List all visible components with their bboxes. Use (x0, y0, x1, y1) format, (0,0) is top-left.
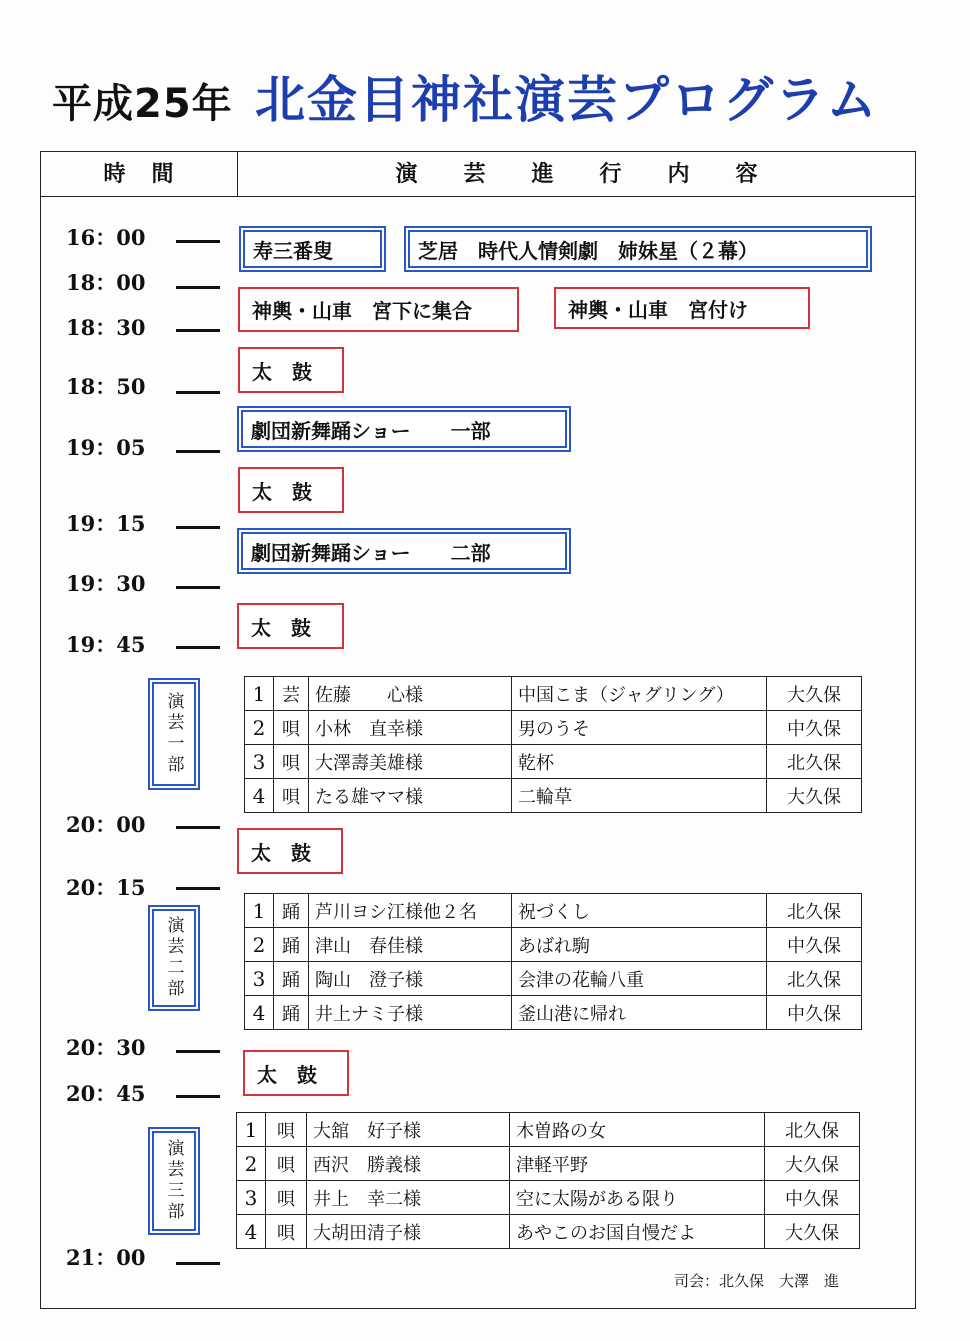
row-kind: 踊 (274, 928, 309, 962)
performance-title: 中国こま（ジャグリング） (512, 677, 767, 711)
time-tick (176, 329, 220, 332)
performer-name: 井上 幸二様 (307, 1181, 510, 1215)
performer-area: 北久保 (767, 745, 862, 779)
performance-title: 祝づくし (512, 894, 767, 928)
event-kotobuki: 寿三番叟 (239, 226, 386, 272)
row-kind: 唄 (274, 779, 309, 813)
row-number: 2 (245, 711, 274, 745)
time-tick (176, 1050, 220, 1053)
row-kind: 踊 (274, 962, 309, 996)
time-tick (176, 826, 220, 829)
performance-title: 釜山港に帰れ (512, 996, 767, 1030)
section-label-2: 演芸二部 (148, 905, 200, 1011)
row-number: 2 (237, 1147, 266, 1181)
event-dance-part2: 劇団新舞踊ショー 二部 (237, 528, 571, 574)
event-taiko-3: 太 鼓 (237, 603, 344, 649)
performer-name: 津山 春佳様 (309, 928, 512, 962)
table-row (245, 962, 862, 996)
row-kind: 唄 (266, 1113, 307, 1147)
performance-title: 津軽平野 (510, 1147, 765, 1181)
time-tick (176, 391, 220, 394)
event-shibai: 芝居 時代人情剣劇 姉妹星（２幕） (404, 226, 872, 272)
performer-area: 大久保 (765, 1215, 860, 1249)
row-kind: 唄 (274, 711, 309, 745)
time-label: 20：45 (66, 1081, 146, 1106)
performer-name: 陶山 澄子様 (309, 962, 512, 996)
section-table-1 (244, 676, 862, 813)
table-row (237, 1113, 860, 1147)
performance-title: 乾杯 (512, 745, 767, 779)
row-number: 1 (245, 894, 274, 928)
time-label: 18：30 (66, 315, 146, 340)
performer-name: 小林 直幸様 (309, 711, 512, 745)
performer-area: 大久保 (767, 779, 862, 813)
performer-area: 中久保 (765, 1181, 860, 1215)
time-tick (176, 646, 220, 649)
time-label: 19：05 (66, 435, 146, 460)
performer-name: 大胡田清子様 (307, 1215, 510, 1249)
performance-title: あばれ駒 (512, 928, 767, 962)
header-content: 演芸進行内容 (395, 161, 804, 187)
table-row (245, 928, 862, 962)
event-mikoshi-gather: 神輿・山車 宮下に集合 (238, 287, 519, 332)
event-taiko-4: 太 鼓 (237, 828, 343, 874)
time-label: 21：00 (66, 1245, 146, 1270)
time-tick (176, 450, 220, 453)
table-row (245, 677, 862, 711)
section-table-3 (236, 1112, 860, 1249)
row-number: 4 (245, 996, 274, 1030)
time-label: 18：50 (66, 374, 146, 399)
table-row (245, 894, 862, 928)
row-number: 3 (237, 1181, 266, 1215)
time-tick (176, 586, 220, 589)
time-tick (176, 1262, 220, 1265)
performer-area: 北久保 (767, 962, 862, 996)
row-kind: 唄 (274, 745, 309, 779)
time-label: 18：00 (66, 270, 146, 295)
performance-title: 木曽路の女 (510, 1113, 765, 1147)
performer-name: 大澤壽美雄様 (309, 745, 512, 779)
performer-name: 西沢 勝義様 (307, 1147, 510, 1181)
row-number: 3 (245, 745, 274, 779)
performer-area: 中久保 (767, 928, 862, 962)
event-mikoshi-place: 神輿・山車 宮付け (554, 287, 810, 329)
performer-name: 井上ナミ子様 (309, 996, 512, 1030)
time-label: 20：00 (66, 812, 146, 837)
table-row (245, 779, 862, 813)
performance-title: 空に太陽がある限り (510, 1181, 765, 1215)
row-kind: 唄 (266, 1147, 307, 1181)
table-row (237, 1215, 860, 1249)
row-number: 1 (245, 677, 274, 711)
row-number: 4 (237, 1215, 266, 1249)
mc-credit: 司会：北久保 大澤 進 (674, 1272, 840, 1290)
time-label: 20：30 (66, 1035, 146, 1060)
performer-area: 大久保 (765, 1147, 860, 1181)
performance-title: 会津の花輪八重 (512, 962, 767, 996)
table-row (245, 996, 862, 1030)
event-taiko-2: 太 鼓 (238, 467, 344, 513)
row-number: 4 (245, 779, 274, 813)
time-tick (176, 240, 220, 243)
row-number: 3 (245, 962, 274, 996)
table-row (245, 745, 862, 779)
time-tick (176, 526, 220, 529)
row-kind: 芸 (274, 677, 309, 711)
row-kind: 踊 (274, 996, 309, 1030)
table-row (245, 711, 862, 745)
row-kind: 唄 (266, 1215, 307, 1249)
performer-area: 北久保 (765, 1113, 860, 1147)
performer-name: たる雄ママ様 (309, 779, 512, 813)
time-tick (176, 887, 220, 890)
row-kind: 踊 (274, 894, 309, 928)
event-dance-part1: 劇団新舞踊ショー 一部 (237, 406, 571, 452)
title-year: 平成25年 (52, 81, 233, 127)
performance-title: 二輪草 (512, 779, 767, 813)
time-tick (176, 286, 220, 289)
performer-name: 大舘 好子様 (307, 1113, 510, 1147)
time-label: 19：30 (66, 571, 146, 596)
table-row (237, 1181, 860, 1215)
performer-area: 中久保 (767, 711, 862, 745)
performer-area: 大久保 (767, 677, 862, 711)
section-label-1: 演芸一部 (148, 678, 200, 790)
section-table-2 (244, 893, 862, 1030)
performer-name: 芦川ヨシ江様他２名 (309, 894, 512, 928)
event-taiko-1: 太 鼓 (238, 347, 344, 393)
performer-area: 北久保 (767, 894, 862, 928)
time-label: 19：15 (66, 511, 146, 536)
section-label-3: 演芸三部 (148, 1127, 200, 1235)
performer-area: 中久保 (767, 996, 862, 1030)
event-taiko-5: 太 鼓 (243, 1050, 349, 1096)
time-label: 20：15 (66, 875, 146, 900)
header-time: 時間 (103, 161, 200, 187)
row-kind: 唄 (266, 1181, 307, 1215)
time-label: 19：45 (66, 632, 146, 657)
row-number: 1 (237, 1113, 266, 1147)
time-tick (176, 1095, 220, 1098)
performance-title: 男のうそ (512, 711, 767, 745)
table-row (237, 1147, 860, 1181)
row-number: 2 (245, 928, 274, 962)
performance-title: あやこのお国自慢だよ (510, 1215, 765, 1249)
page-title: 北金目神社演芸プログラム (255, 71, 879, 129)
performer-name: 佐藤 心様 (309, 677, 512, 711)
time-label: 16：00 (66, 225, 146, 250)
